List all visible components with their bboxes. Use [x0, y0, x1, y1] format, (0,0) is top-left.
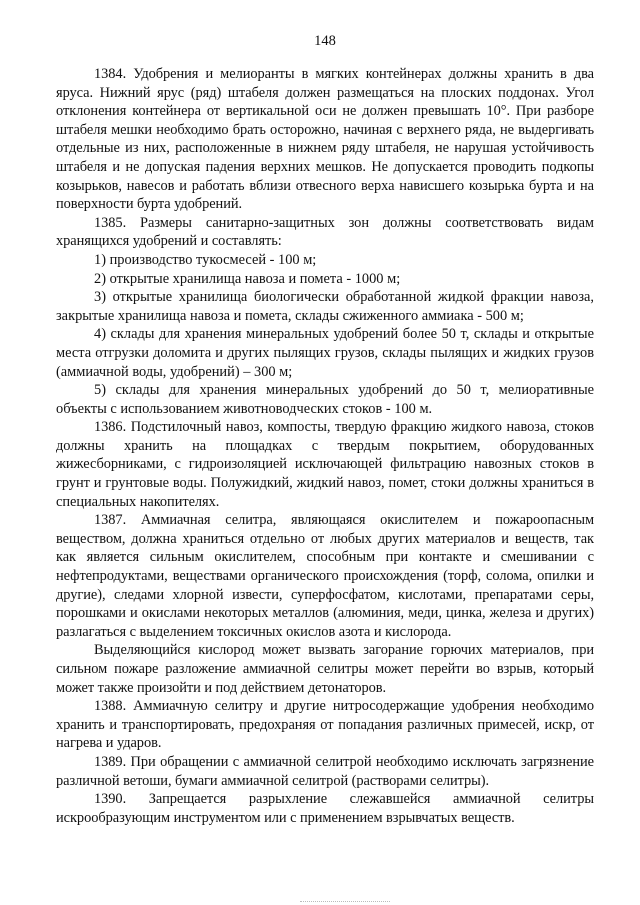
list-item-1385-5: 5) склады для хранения минеральных удобрений до 50 т, мелиоративные объекты с использованием животноводческих стоков - 100 м. — [56, 382, 594, 417]
list-item-1385-2: 2) открытые хранилища навоза и помета - 1000 м; — [94, 270, 401, 287]
paragraph-1386: 1386. Подстилочный навоз, компосты, твердую фракцию жидкого навоза, стоков должны хранить на площадках с твердым покрытием, оборудованных жижесборниками, с гидроизоляцией исключающей фильтрацию навозных стоков в грунт и грунтовые воды. Полужидкий, жидкий навоз, помет, стоки должны храниться в специальных накопителях. — [56, 419, 594, 510]
paragraph-1385: 1385. Размеры санитарно-защитных зон должны соответствовать видам хранящихся удобрений и составлять: — [56, 214, 594, 250]
paragraph-1390: 1390. Запрещается разрыхление слежавшейся аммиачной селитры искрообразующим инструментом или с применением взрывчатых веществ. — [56, 791, 594, 826]
list-item-1385-1: 1) производство тукосмесей - 100 м; — [94, 251, 317, 268]
paragraph-1389: 1389. При обращении с аммиачной селитрой необходимо исключать загрязнение различной ветоши, бумаги аммиачной селитрой (растворами селитры). — [56, 753, 594, 789]
paragraph-1387: 1387. Аммиачная селитра, являющаяся окислителем и пожароопасным веществом, должна храниться отдельно от любых других материалов и веществ, так как является сильным окислителем, способным при контакте и смешивании с нефтепродуктами, веществами органического происхождения (торф, солома, опилки и другие), следами хлорной извести, суперфосфатом, кислотами, препаратами серы, порошками и окислами некоторых металлов (алюминия, меди, цинка, железа и других) разлагаться с выделением токсичных окислов азота и кислорода. — [56, 512, 594, 640]
scan-artifact — [300, 899, 390, 902]
paragraph-1387-continuation: Выделяющийся кислород может вызвать загорание горючих материалов, при сильном пожаре разложение аммиачной селитры может перейти во взрыв, который может также произойти и под действием детонаторов. — [56, 642, 594, 696]
paragraph-1384: 1384. Удобрения и мелиоранты в мягких контейнерах должны хранить в два яруса. Нижний ярус (ряд) штабеля должен размещаться на плоских поддонах. Угол отклонения контейнера от вертикальной оси не должен превышать 10°. При разборе штабеля мешки необходимо брать осторожно, начиная с верхнего ряда, не выдергивать отдельные из них, расположенные в нижнем ряду штабеля, не нарушая устойчивость штабеля и не допуская падения верхних мешков. Не допускается проводить подкопы козырьков, навесов и работать вблизи отвесного верха нависшего козырька бурта и на поверхности бурта удобрений. — [56, 66, 594, 213]
page-number: 148 — [314, 33, 336, 49]
document-page — [56, 32, 594, 827]
list-item-1385-3: 3) открытые хранилища биологически обработанной жидкой фракции навоза, закрытые хранилища навоза и помета, склады сжиженного аммиака - 500 м; — [56, 289, 594, 324]
list-item-1385-4: 4) склады для хранения минеральных удобрений более 50 т, склады и открытые места отгрузки доломита и других пылящих грузов, склады пылящих и жидких грузов (аммиачной воды, удобрений) – 300 м; — [56, 326, 594, 380]
paragraph-1388: 1388. Аммиачную селитру и другие нитросодержащие удобрения необходимо хранить и транспортировать, предохраняя от попадания различных примесей, искр, от нагрева и ударов. — [56, 698, 594, 752]
